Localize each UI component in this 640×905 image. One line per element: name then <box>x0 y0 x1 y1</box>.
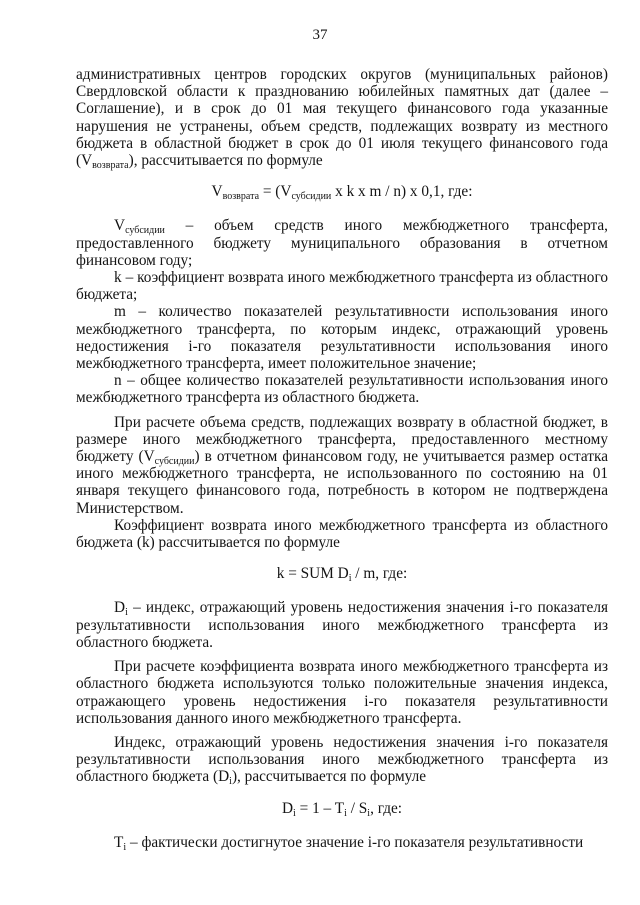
subscript: i <box>229 776 232 788</box>
definition-k: k – коэффициент возврата иного межбюджетного трансферта из областного бюджета; <box>76 269 608 304</box>
text: ), рассчитывается по формуле <box>231 768 427 786</box>
subscript: i <box>348 573 352 585</box>
paragraph-continuation <box>76 66 608 172</box>
text: D <box>114 599 126 617</box>
text: T <box>114 833 124 851</box>
definition-n: n – общее количество показателей результативности использования иного межбюджетного трансферта из областного бюджета. <box>76 372 608 407</box>
text: V <box>114 217 126 235</box>
text: / m, где: <box>351 565 408 583</box>
text: – объем средств иного межбюджетного трансферта, предоставленного бюджету муниципального образования в отчетном финансовом году; <box>76 217 608 269</box>
subscript: i <box>344 807 347 819</box>
text: ) в отчетном финансовом году, не учитывается размер остатка иного межбюджетного трансферта, не использованного по состоянию на 01 января текущего финансового года, потребность в котором не подтверждена Министерством. <box>76 448 608 517</box>
text: k = SUM D <box>276 565 349 583</box>
subscript: i <box>123 841 127 853</box>
subscript: i <box>293 807 296 819</box>
text: административных центров городских округов (муниципальных районов) Свердловской области к празднованию юбилейных памятных дат (далее – Соглашение), и в срок до 01 мая текущего финансового года указанные нарушения не устранены, объем средств, подлежащих возврату из местного бюджета в областной бюджет в срок до 01 июля текущего финансового года (V <box>76 66 608 170</box>
text: x k x m / n) x 0,1, где: <box>331 183 473 201</box>
page-number: 37 <box>312 27 328 43</box>
subscript: возврата <box>92 160 129 172</box>
paragraph-coefficient-intro: Коэффициент возврата иного межбюджетного трансферта из областного бюджета (k) рассчитывается по формуле <box>76 516 608 552</box>
text: , где: <box>370 799 403 817</box>
definition-ti <box>76 834 608 851</box>
definition-m: m – количество показателей результативности использования иного межбюджетного трансферта, по которым индекс, отражающий уровень недостижения i-го показателя результативности использования иного межбюджетного трансферта, имеет положительное значение; <box>76 303 608 373</box>
text: – индекс, отражающий уровень недостижения значения i-го показателя результативности использования иного межбюджетного трансферта из областного бюджета. <box>76 599 608 651</box>
paragraph-index-intro <box>76 734 608 786</box>
definition-di <box>76 599 608 651</box>
subscript: возврата <box>222 191 260 203</box>
text: D <box>281 799 294 817</box>
subscript: субсидии <box>291 191 332 203</box>
subscript: i <box>125 607 128 619</box>
text: ), рассчитывается по формуле <box>128 152 323 170</box>
subscript: i <box>367 807 371 819</box>
formula-coefficient-k <box>76 565 608 585</box>
text: Индекс, отражающий уровень недостижения значения i-го показателя результативности использования иного межбюджетного трансферта из областного бюджета (D <box>76 733 608 786</box>
paragraph-positive-values: При расчете коэффициента возврата иного межбюджетного трансферта из областного бюджета используются только положительные значения индекса, отражающего уровень недостижения i-го показателя результативности использования данного иного межбюджетного трансферта. <box>76 658 608 727</box>
definition-v-subsidy <box>76 217 608 269</box>
subscript: субсидии <box>154 456 195 468</box>
formula-return-volume <box>76 183 608 203</box>
subscript: субсидии <box>125 225 165 237</box>
text: = 1 – T <box>295 799 345 817</box>
text: = (V <box>259 183 292 201</box>
paragraph-calculation-note <box>76 414 608 517</box>
text: V <box>211 183 223 201</box>
text: / S <box>346 799 368 817</box>
text: – фактически достигнутое значение i-го показателя результативности <box>126 833 584 851</box>
formula-index-di <box>76 800 608 817</box>
text: При расчете объема средств, подлежащих возврату в областной бюджет, в размере иного межбюджетного трансферта, предоставленного местному бюджету (V <box>76 413 608 466</box>
document-body <box>76 66 608 851</box>
